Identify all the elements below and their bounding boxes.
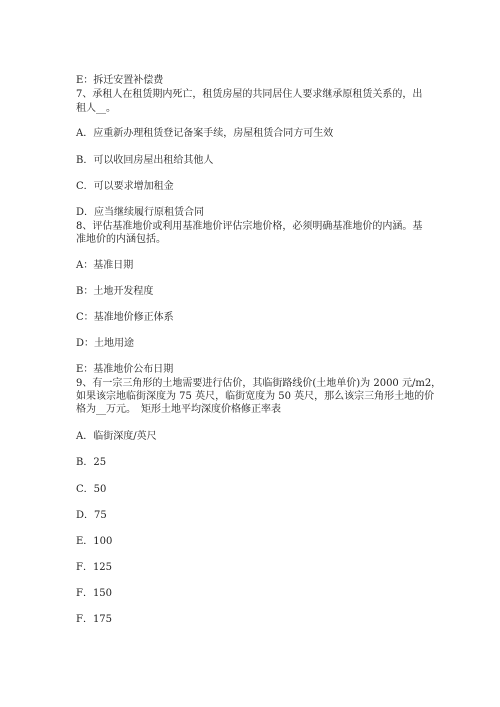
question-9-text-line-3: 格为__万元。 矩形土地平均深度价格修正率表 (76, 404, 281, 415)
question-7-option-b: B．可以收回房屋出租给其他人 (76, 155, 214, 166)
question-8-option-e: E：基准地价公布日期 (76, 364, 174, 375)
question-9-text-line-1: 9、有一宗三角形的土地需要进行估价，其临街路线价(土地单价)为 2000 元/m2， (76, 378, 442, 389)
question-7-text-line-2: 租人__。 (76, 103, 116, 114)
question-8-text-line-1: 8、评估基准地价或利用基准地价评估宗地价格，必须明确基准地价的内涵。基 (76, 221, 423, 232)
question-8-option-b: B：土地开发程度 (76, 286, 154, 297)
question-7-text-line-1: 7、承租人在租赁期内死亡，租赁房屋的共同居住人要求继承原租赁关系的，出 (76, 89, 423, 100)
question-9-option-a: A．临街深度/英尺 (76, 431, 157, 442)
option-e-compensation: E：拆迁安置补偿费 (76, 75, 164, 86)
question-9-option-f-175: F．175 (76, 614, 113, 625)
question-8-option-d: D：土地用途 (76, 338, 135, 349)
question-9-option-f-150: F．150 (76, 588, 113, 599)
question-9-option-d: D．75 (76, 510, 107, 521)
question-9-option-e: E．100 (76, 536, 113, 547)
question-8-option-a: A：基准日期 (76, 260, 134, 271)
question-9-option-b: B．25 (76, 457, 107, 468)
question-8-option-c: C：基准地价修正体系 (76, 312, 174, 323)
question-9-option-c: C．50 (76, 484, 107, 495)
question-7-option-c: C．可以要求增加租金 (76, 181, 174, 192)
question-9-text-line-2: 如果该宗地临街深度为 75 英尺，临街宽度为 50 英尺，那么该宗三角形土地的价 (76, 391, 435, 402)
question-7-option-a: A．应重新办理租赁登记备案手续，房屋租赁合同方可生效 (76, 128, 334, 139)
question-9-option-f-125: F．125 (76, 562, 113, 573)
question-7-option-d: D．应当继续履行原租赁合同 (76, 207, 205, 218)
question-8-text-line-2: 准地价的内涵包括。 (76, 234, 166, 245)
